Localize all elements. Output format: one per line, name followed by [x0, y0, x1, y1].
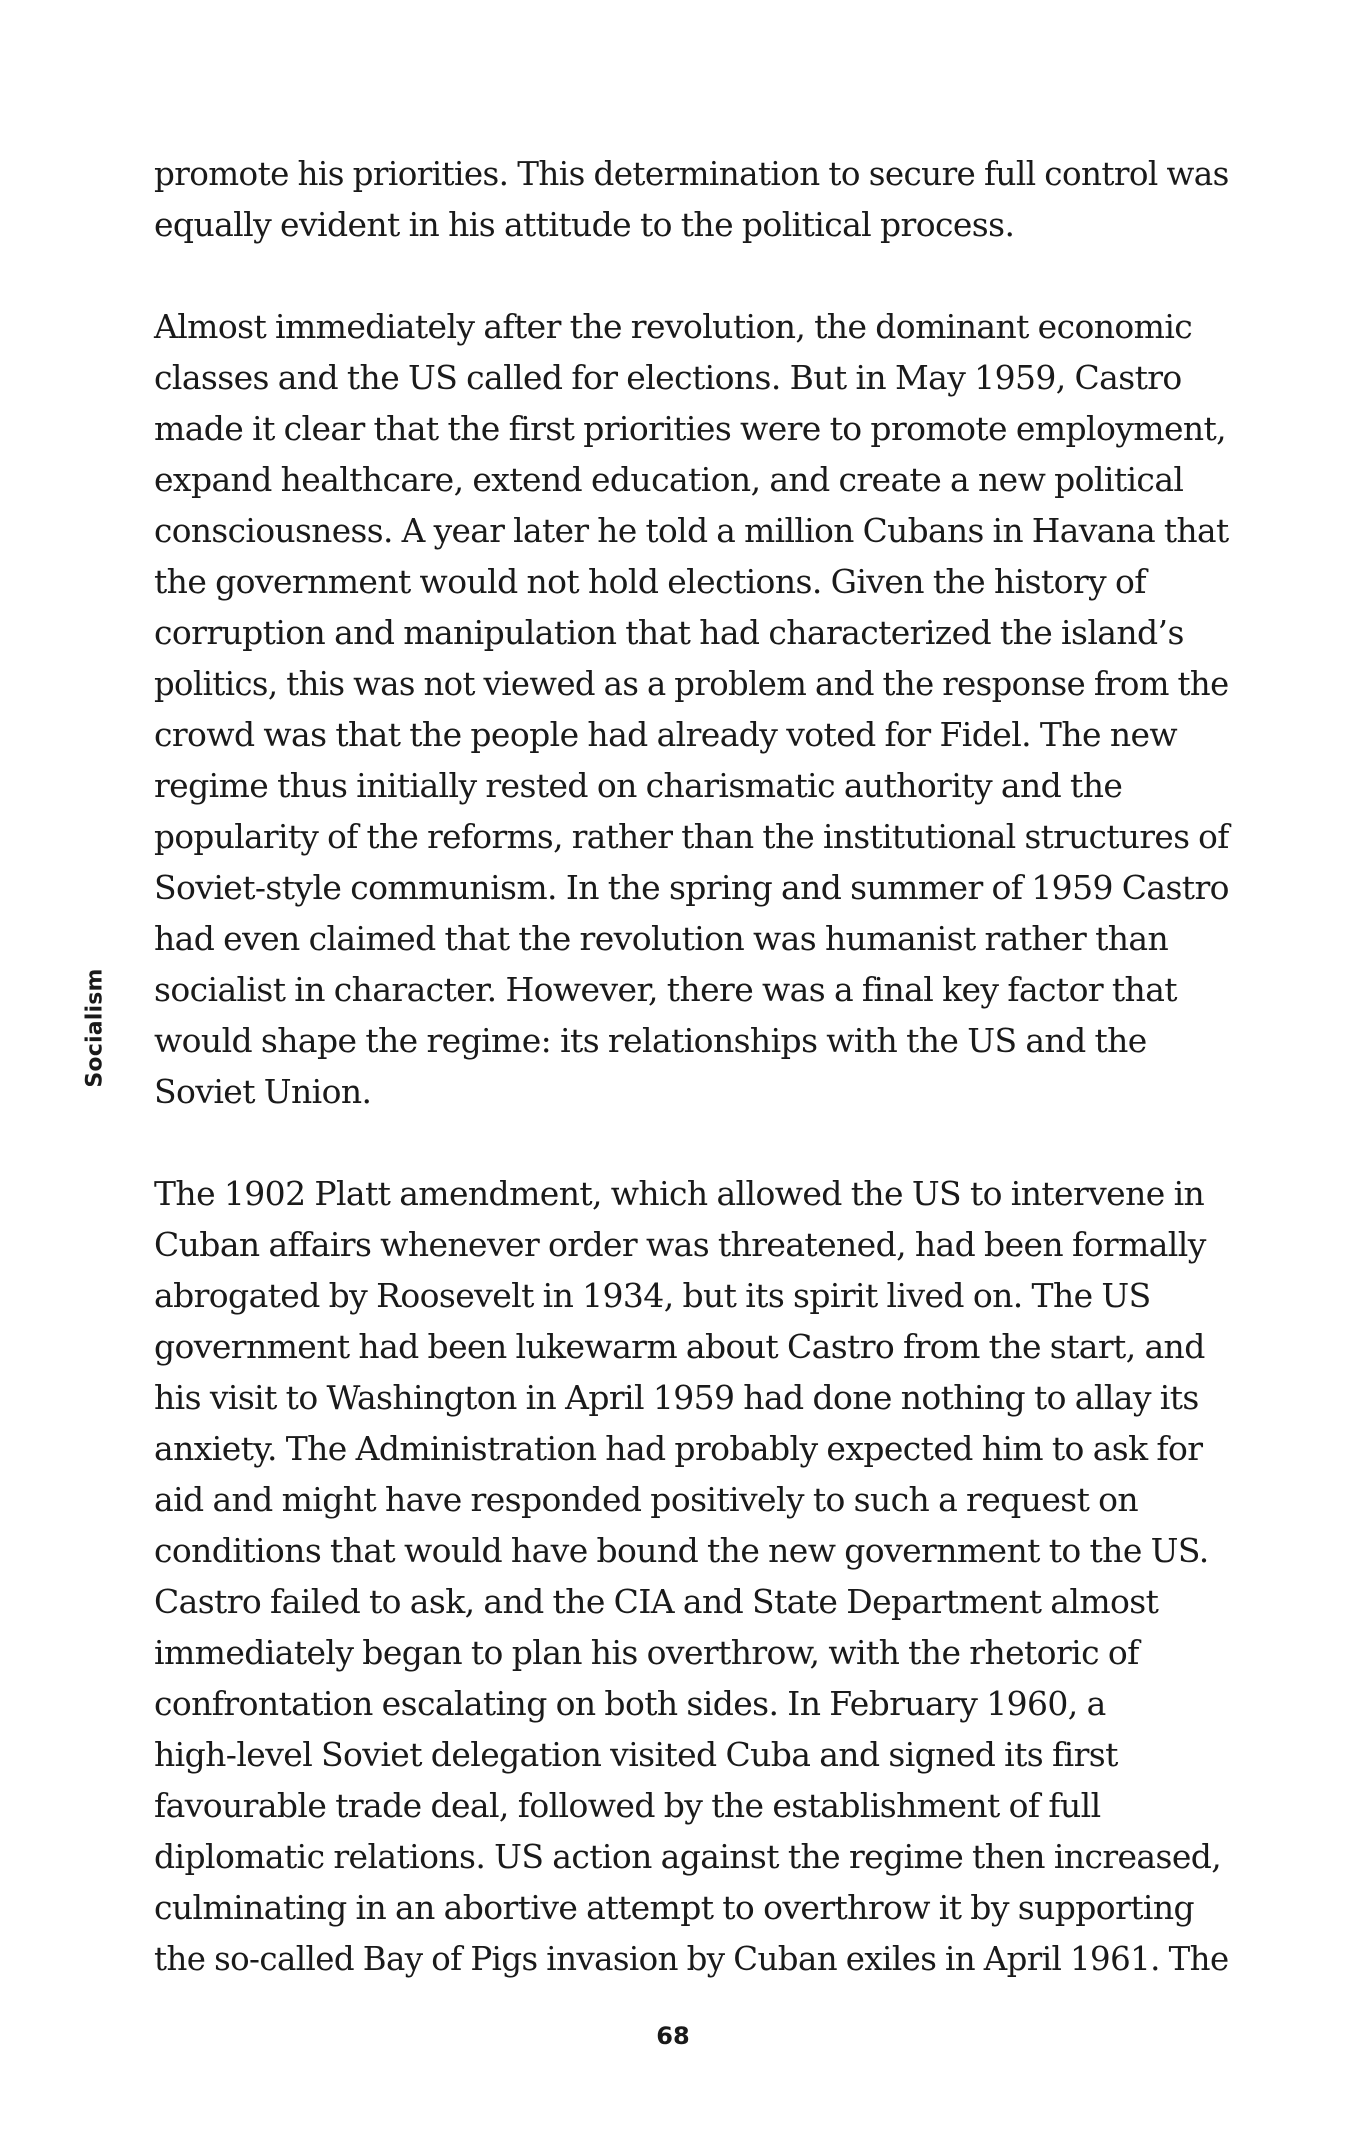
text-line: consciousness. A year later he told a million Cubans in Havana that — [154, 511, 1229, 550]
text-line: his visit to Washington in April 1959 had done nothing to allay its — [154, 1378, 1199, 1417]
text-line: expand healthcare, extend education, and create a new political — [154, 460, 1184, 499]
text-line: anxiety. The Administration had probably expected him to ask for — [154, 1429, 1203, 1468]
paragraph-3 — [154, 1168, 1229, 1984]
text-line: the government would not hold elections. Given the history of — [154, 562, 1146, 601]
text-line: politics, this was not viewed as a problem and the response from the — [154, 664, 1229, 703]
text-line: promote his priorities. This determination to secure full control was — [154, 154, 1229, 193]
text-line: confrontation escalating on both sides. In February 1960, a — [154, 1684, 1106, 1723]
text-line: popularity of the reforms, rather than the institutional structures of — [154, 817, 1229, 856]
text-line: Castro failed to ask, and the CIA and State Department almost — [154, 1582, 1159, 1621]
text-line: favourable trade deal, followed by the establishment of full — [154, 1786, 1101, 1825]
text-line: crowd was that the people had already voted for Fidel. The new — [154, 715, 1178, 754]
text-line: high-level Soviet delegation visited Cuba and signed its first — [154, 1735, 1118, 1774]
text-line: had even claimed that the revolution was humanist rather than — [154, 919, 1169, 958]
text-line: immediately began to plan his overthrow, with the rhetoric of — [154, 1633, 1139, 1672]
text-line: Soviet Union. — [154, 1072, 372, 1111]
text-line: diplomatic relations. US action against the regime then increased, — [154, 1837, 1222, 1876]
running-head: Socialism — [82, 968, 108, 1088]
text-line: government had been lukewarm about Castro from the start, and — [154, 1327, 1205, 1366]
text-line: socialist in character. However, there was a final key factor that — [154, 970, 1177, 1009]
text-line: Soviet-style communism. In the spring and summer of 1959 Castro — [154, 868, 1229, 907]
page-number: 68 — [656, 2022, 690, 2050]
text-line: would shape the regime: its relationships with the US and the — [154, 1021, 1147, 1060]
text-line: abrogated by Roosevelt in 1934, but its spirit lived on. The US — [154, 1276, 1151, 1315]
paragraph-2 — [154, 301, 1229, 1117]
text-line: culminating in an abortive attempt to overthrow it by supporting — [154, 1888, 1195, 1927]
text-line: equally evident in his attitude to the political process. — [154, 205, 1015, 244]
text-line: the so-called Bay of Pigs invasion by Cuban exiles in April 1961. The — [154, 1939, 1229, 1978]
text-line: Almost immediately after the revolution, the dominant economic — [154, 307, 1193, 346]
text-line: aid and might have responded positively to such a request on — [154, 1480, 1139, 1519]
text-line: corruption and manipulation that had characterized the island’s — [154, 613, 1184, 652]
text-line: Cuban affairs whenever order was threatened, had been formally — [154, 1225, 1206, 1264]
text-line: regime thus initially rested on charismatic authority and the — [154, 766, 1123, 805]
text-line: conditions that would have bound the new government to the US. — [154, 1531, 1209, 1570]
paragraph-1 — [154, 148, 1229, 250]
text-line: classes and the US called for elections. But in May 1959, Castro — [154, 358, 1182, 397]
text-line: The 1902 Platt amendment, which allowed the US to intervene in — [154, 1174, 1205, 1213]
body-text — [154, 148, 1229, 1978]
text-line: made it clear that the first priorities were to promote employment, — [154, 409, 1227, 448]
